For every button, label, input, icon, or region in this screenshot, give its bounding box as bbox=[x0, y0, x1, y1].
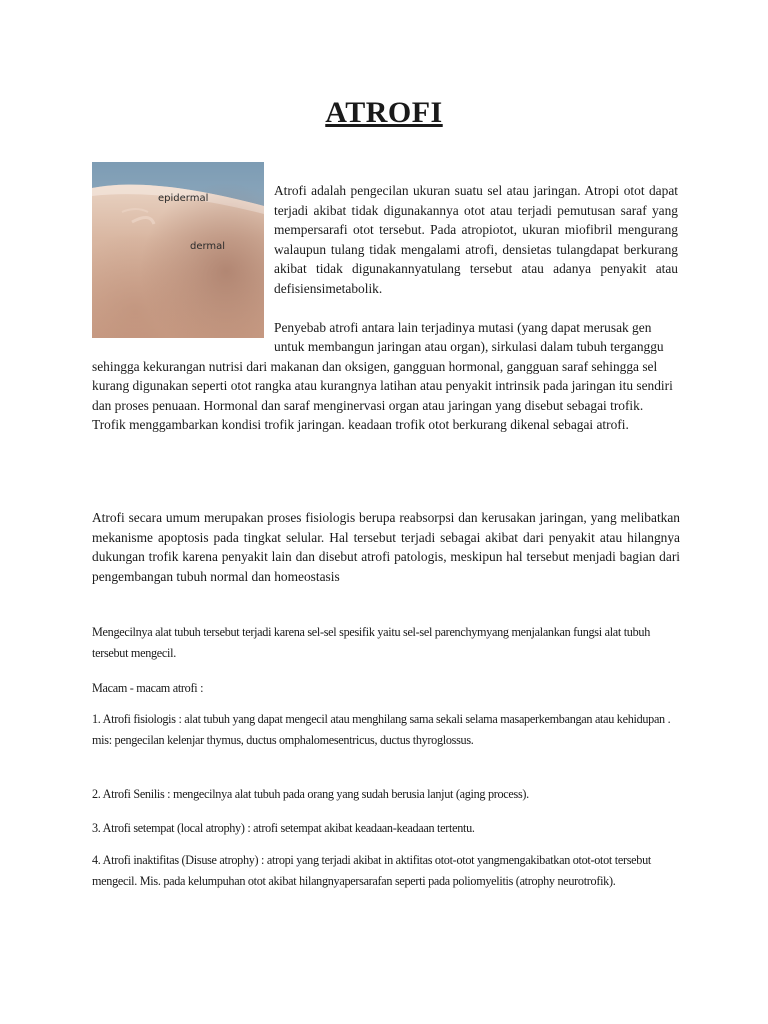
list-item-local: 3. Atrofi setempat (local atrophy) : atrofi setempat akibat keadaan-keadaan tertentu. bbox=[92, 821, 475, 835]
paragraph-causes-text: Penyebab atrofi antara lain terjadinya mutasi (yang dapat merusak gen untuk membangun jaringan atau organ), sirkulasi dalam tubuh terganggu sehingga kekurangan nutrisi dari makanan dan oksigen, gangguan hormonal, gangguan saraf sehingga sel kurang digunakan seperti otot rangka atau kurangnya latihan atau penyakit intrinsik pada jaringan itu sendiri dan proses penuaan. Hormonal dan saraf menginervasi organ atau jaringan yang disebut sebagai trofik. Trofik menggambarkan kondisi trofik jaringan. keadaan trofik otot berkurang dikenal sebagai atrofi. bbox=[92, 320, 673, 433]
image-wrap-spacer bbox=[92, 318, 274, 356]
list-item-senile: 2. Atrofi Senilis : mengecilnya alat tubuh pada orang yang sudah berusia lanjut (aging process). bbox=[92, 787, 529, 801]
paragraph-parenchym: Mengecilnya alat tubuh tersebut terjadi karena sel-sel spesifik yaitu sel-sel parenchymyang menjalankan fungsi alat tubuh tersebut mengecil. bbox=[92, 625, 650, 660]
skin-illustration bbox=[92, 162, 264, 338]
list-item-disuse: 4. Atrofi inaktifitas (Disuse atrophy) : atropi yang terjadi akibat in aktifitas otot-otot yangmengakibatkan otot-otot tersebut mengecil. Mis. pada kelumpuhan otot akibat hilangnyapersarafan seperti pada poliomyelitis (atrophy neurotrofik). bbox=[92, 853, 651, 888]
skin-layers-image bbox=[92, 162, 264, 338]
dermal-label: dermal bbox=[190, 241, 226, 252]
paragraph-causes bbox=[92, 318, 680, 434]
list-item-physiological: 1. Atrofi fisiologis : alat tubuh yang dapat mengecil atau menghilang sama sekali selama masaperkembangan atau kehidupan . mis: pengecilan kelenjar thymus, ductus omphalomesentricus, ductus thyroglossus. bbox=[92, 712, 671, 747]
paragraph-definition: Atrofi adalah pengecilan ukuran suatu sel atau jaringan. Atropi otot dapat terjadi akibat tidak digunakannya otot atau terjadi pemutusan saraf yang mempersarafi otot tersebut. Pada atropiotot, ukuran miofibril mengurang walaupun tulang tidak mengalami atrofi, densietas tulangdapat berkurang akibat tidak digunakannyatulang tersebut atau adanya penyakit atau defisiensimetabolik. bbox=[274, 183, 678, 296]
paragraph-physiology: Atrofi secara umum merupakan proses fisiologis berupa reabsorpsi dan kerusakan jaringan, yang melibatkan mekanisme apoptosis pada tingkat selular. Hal tersebut terjadi sebagai akibat dari penyakit atau hilangnya dukungan trofik karena penyakit lain dan disebut atrofi patologis, meskipun hal tersebut menjadi bagian dari pengembangan tubuh normal dan homeostasis bbox=[92, 510, 680, 584]
types-heading: Macam - macam atrofi : bbox=[92, 681, 204, 695]
page-title: ATROFI bbox=[325, 96, 443, 129]
epidermal-label: epidermal bbox=[158, 193, 209, 204]
